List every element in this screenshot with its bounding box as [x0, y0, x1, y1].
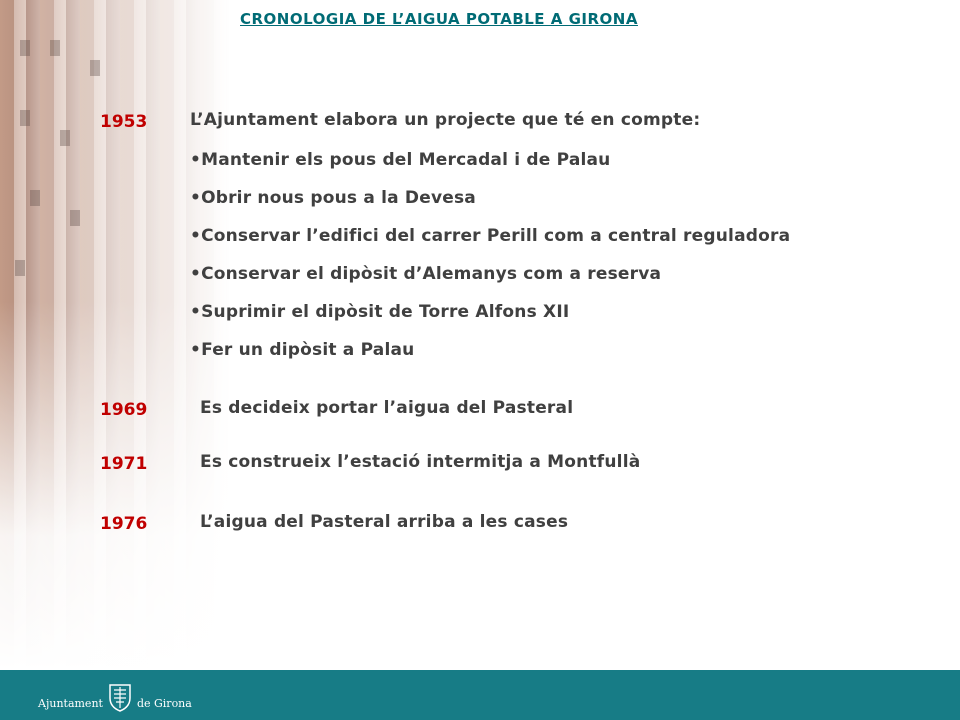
entry-1971-text: Es construeix l’estació intermitja a Montfullà	[200, 452, 641, 472]
entry-1969-text: Es decideix portar l’aigua del Pasteral	[200, 398, 574, 418]
bullet-item: •Obrir nous pous a la Devesa	[190, 188, 476, 208]
ajuntament-logo	[38, 678, 192, 712]
logo-text-left: Ajuntament	[38, 697, 103, 710]
page-title: CRONOLOGIA DE L’AIGUA POTABLE A GIRONA	[240, 10, 638, 28]
bullet-item: •Conservar el dipòsit d’Alemanys com a reserva	[190, 264, 662, 284]
year-1953: 1953	[100, 112, 148, 132]
girona-emblem-icon	[107, 682, 133, 708]
bullet-text: Obrir nous pous a la Devesa	[201, 188, 476, 208]
logo-text-right: de Girona	[136, 697, 192, 710]
entry-1976-text: L’aigua del Pasteral arriba a les cases	[200, 512, 569, 532]
year-1976: 1976	[100, 514, 148, 534]
bullet-text: Fer un dipòsit a Palau	[201, 340, 415, 360]
bullet-text: Conservar l’edifici del carrer Perill com a central reguladora	[201, 226, 791, 246]
footer-bar	[0, 670, 960, 720]
bullet-item: •Mantenir els pous del Mercadal i de Palau	[190, 150, 611, 170]
background-photo	[0, 0, 230, 670]
bullet-item: •Suprimir el dipòsit de Torre Alfons XII	[190, 302, 570, 322]
bullet-text: Mantenir els pous del Mercadal i de Palau	[201, 150, 611, 170]
year-1971: 1971	[100, 454, 148, 474]
bullet-item: •Fer un dipòsit a Palau	[190, 340, 415, 360]
bullet-item: •Conservar l’edifici del carrer Perill com a central reguladora	[190, 226, 791, 246]
year-1969: 1969	[100, 400, 148, 420]
bullet-text: Conservar el dipòsit d’Alemanys com a reserva	[201, 264, 662, 284]
entry-1953-text: L’Ajuntament elabora un projecte que té en compte:	[190, 110, 701, 130]
bullet-text: Suprimir el dipòsit de Torre Alfons XII	[201, 302, 570, 322]
